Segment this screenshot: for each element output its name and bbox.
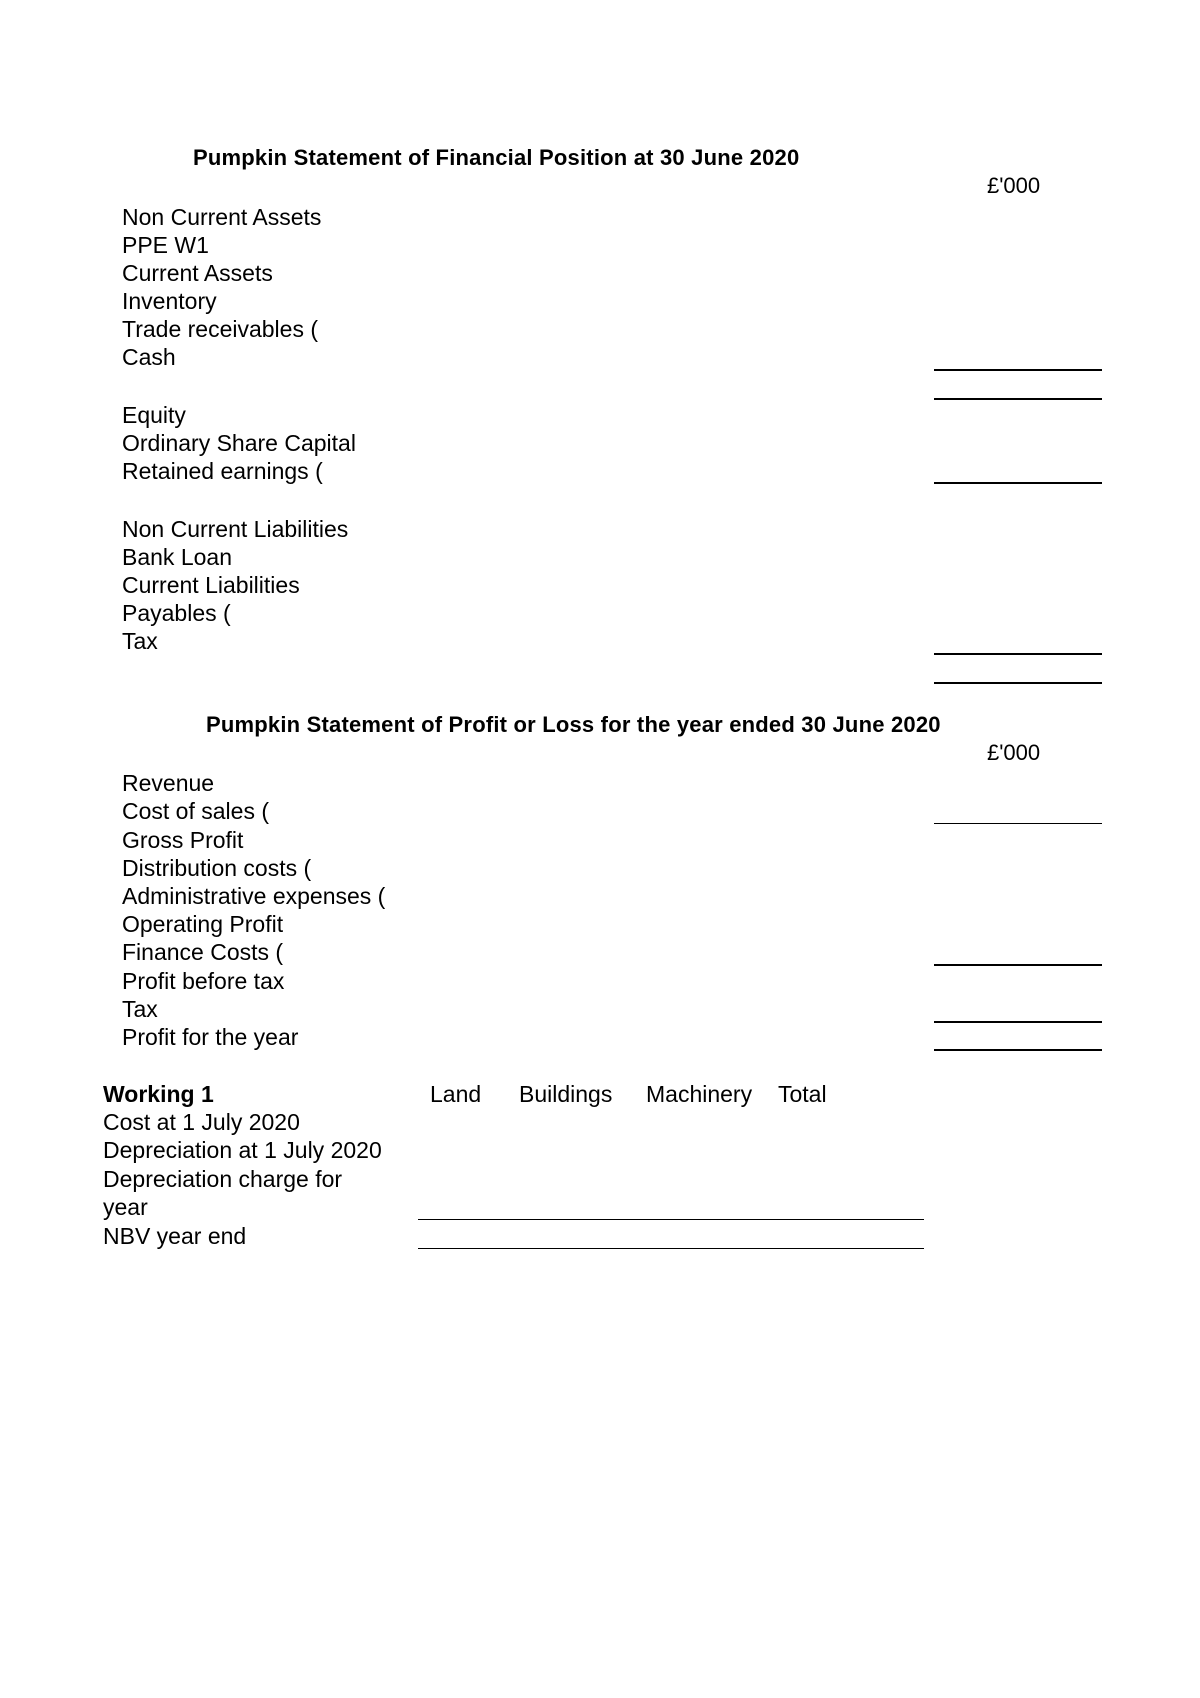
working-column-header: Machinery [646, 1081, 753, 1107]
sopl-row: Profit before tax [122, 968, 285, 994]
sofp-row: Current Liabilities [122, 572, 300, 598]
sofp-row: Retained earnings ( [122, 458, 323, 484]
subtotal-rule [934, 964, 1102, 966]
sofp-unit-label: £'000 [987, 173, 1041, 198]
sopl-title: Pumpkin Statement of Profit or Loss for the year ended 30 June 2020 [206, 712, 941, 737]
working-column-header: Land [430, 1081, 482, 1107]
sopl-row: Administrative expenses ( [122, 883, 386, 909]
sofp-row: Non Current Assets [122, 204, 322, 230]
sofp-row: Inventory [122, 288, 217, 314]
working-title: Working 1 [103, 1081, 214, 1107]
working-row: year [103, 1194, 148, 1220]
working-row: NBV year end [103, 1223, 247, 1249]
working-row: Cost at 1 July 2020 [103, 1109, 300, 1135]
total-rule [934, 1021, 1102, 1023]
sopl-row: Operating Profit [122, 911, 284, 937]
sofp-row: PPE W1 [122, 232, 209, 258]
sofp-row: Equity [122, 402, 186, 428]
total-rule [934, 369, 1102, 371]
sopl-row: Revenue [122, 770, 215, 796]
sopl-row: Profit for the year [122, 1024, 299, 1050]
sofp-row: Cash [122, 344, 176, 370]
working-rule [418, 1248, 924, 1249]
working-row: Depreciation at 1 July 2020 [103, 1137, 382, 1163]
sofp-row: Current Assets [122, 260, 273, 286]
sopl-row: Cost of sales ( [122, 798, 269, 824]
working-row: Depreciation charge for [103, 1166, 343, 1192]
working-column-header: Buildings [519, 1081, 613, 1107]
sopl-row: Tax [122, 996, 158, 1022]
sofp-row: Bank Loan [122, 544, 232, 570]
sofp-row: Non Current Liabilities [122, 516, 349, 542]
sofp-row: Trade receivables ( [122, 316, 319, 342]
subtotal-rule [934, 823, 1102, 824]
working-rule [418, 1219, 924, 1220]
total-rule [934, 398, 1102, 400]
sofp-row: Ordinary Share Capital [122, 430, 356, 456]
sofp-row: Tax [122, 628, 158, 654]
sopl-row: Distribution costs ( [122, 855, 312, 881]
sopl-unit-label: £'000 [987, 740, 1041, 765]
total-rule [934, 653, 1102, 655]
total-rule [934, 482, 1102, 484]
working-column-header: Total [778, 1081, 827, 1107]
total-rule [934, 682, 1102, 684]
sofp-title: Pumpkin Statement of Financial Position at 30 June 2020 [193, 145, 800, 170]
total-rule [934, 1049, 1102, 1051]
sopl-row: Gross Profit [122, 827, 244, 853]
sofp-row: Payables ( [122, 600, 231, 626]
sopl-row: Finance Costs ( [122, 939, 284, 965]
